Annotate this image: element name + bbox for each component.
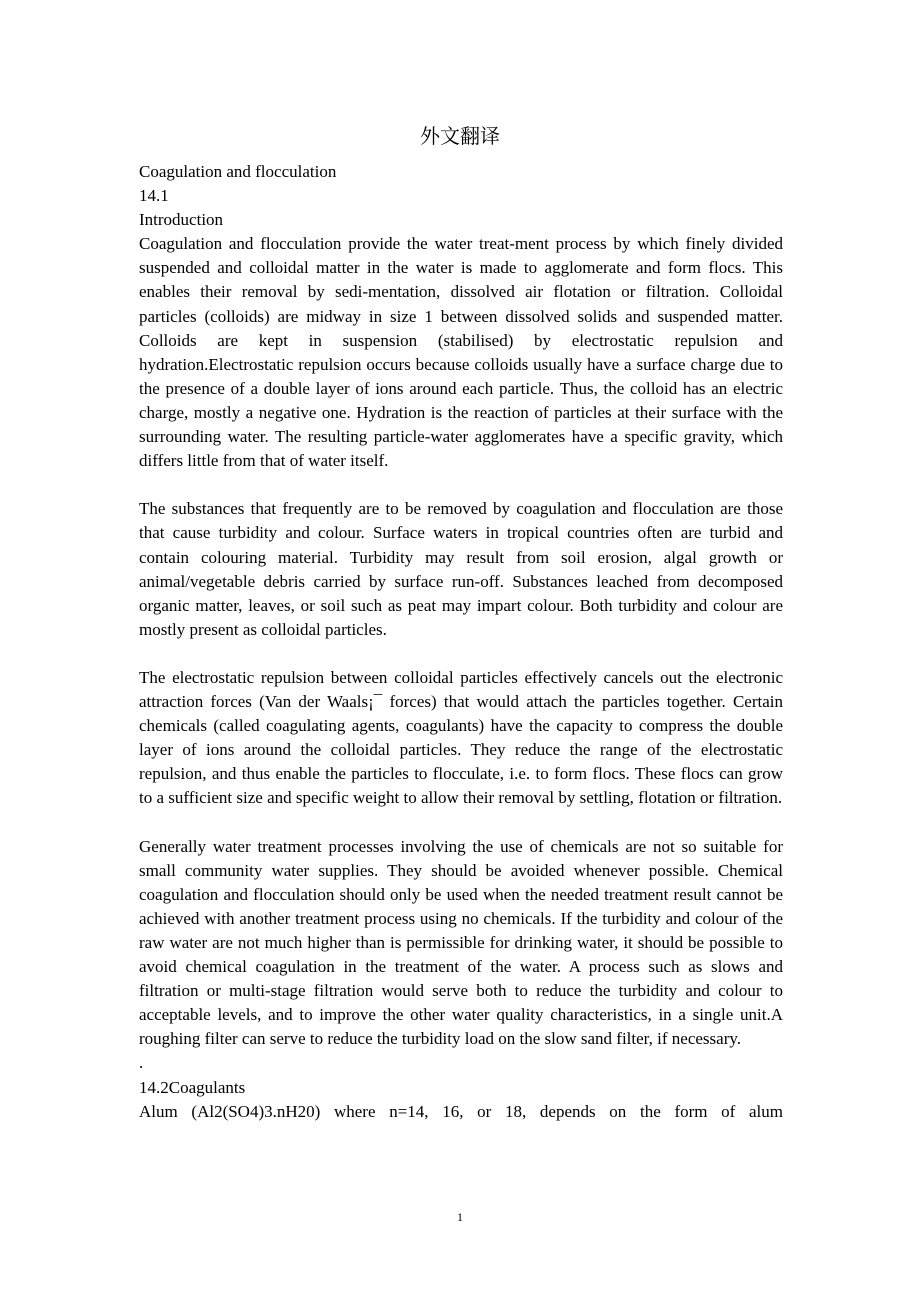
paragraph-spacer [139,811,783,835]
section-2-heading: 14.2Coagulants [139,1077,246,1097]
section-title: Introduction [139,210,224,230]
paragraph-2: The substances that frequently are to be removed by coagulation and flocculation are those that cause turbidity and colour. Surface waters in tropical countries often are turbid and contain colouring material. Turbidity may result from soil erosion, algal growth or animal/vegetable debris carried by surface run-off. Substances leached from decomposed organic matter, leaves, or soil such as peat may impart colour. Both turbidity and colour are mostly present as colloidal particles. [139,499,783,639]
paragraph-4: Generally water treatment processes involving the use of chemicals are not so suitable for small community water supplies. They should be avoided whenever possible. Chemical coagulation and flocculation should only be used when the needed treatment result cannot be achieved with another treatment process using no chemicals. If the turbidity and colour of the raw water are not much higher than is permissible for drinking water, it should be possible to avoid chemical coagulation in the treatment of the water. A process such as slows and filtration or multi-stage filtration would serve both to reduce the turbidity and colour to acceptable levels, and to improve the other water quality characteristics, in a single unit.A roughing filter can serve to reduce the turbidity load on the slow sand filter, if necessary. [139,836,783,1049]
section-number: 14.1 [139,186,169,206]
paragraph-1: Coagulation and flocculation provide the water treat-ment process by which finely divided suspended and colloidal matter in the water is made to agglomerate and form flocs. This enables their removal by sedi-mentation, dissolved air flotation or filtration. Colloidal particles (colloids) are midway in size 1 between dissolved solids and suspended matter. Colloids are kept in suspension (stabilised) by electrostatic repulsion and hydration.Electrostatic repulsion occurs because colloids usually have a surface charge due to the presence of a double layer of ions around each particle. Thus, the colloid has an electric charge, mostly a negative one. Hydration is the reaction of particles at their surface with the surrounding water. The resulting particle-water agglomerates have a specific gravity, which differs little from that of water itself. [139,234,783,471]
page-number: 1 [457,1210,463,1224]
document-body [139,160,783,1124]
separator-dot: . [139,1053,144,1073]
page-title: 外文翻译 [420,124,500,148]
paragraph-spacer [139,642,783,666]
paragraph-3: The electrostatic repulsion between colloidal particles effectively cancels out the electronic attraction forces (Van der Waals¡¯ forces) that would attach the particles together. Certain chemicals (called coagulating agents, coagulants) have the capacity to compress the double layer of ions around the colloidal particles. They reduce the range of the electrostatic repulsion, and thus enable the particles to flocculate, i.e. to form flocs. These flocs can grow to a sufficient size and specific weight to allow their removal by settling, flotation or filtration. [139,667,783,808]
document-heading: Coagulation and flocculation [139,162,337,181]
paragraph-5-partial: Alum (Al2(SO4)3.nH20) where n=14, 16, or 18, depends on the form of alum [139,1101,783,1121]
paragraph-spacer [139,473,783,497]
